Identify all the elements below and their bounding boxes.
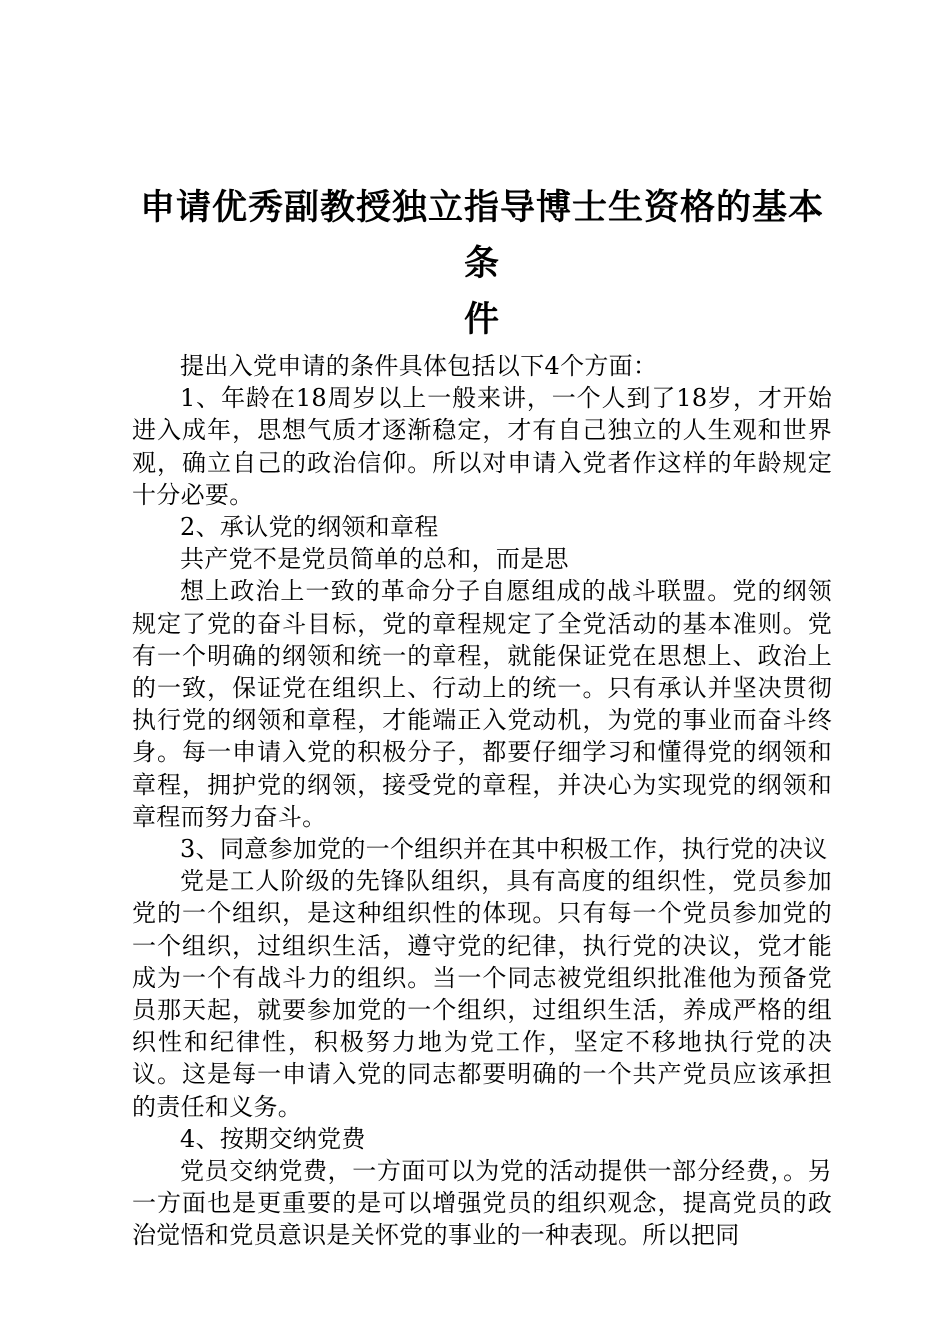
document-body [132, 350, 832, 1252]
paragraph-heading-2: 2、承认党的纲领和章程 [180, 513, 439, 542]
paragraph-item-2-part-1: 共产党不是党员简单的总和，而是思 [180, 545, 569, 574]
paragraph-item-3: 党是工人阶级的先锋队组织，具有高度的组织性，党员参加党的一个组织，是这种组织性的体现。只有每一个党员参加党的一个组织，过组织生活，遵守党的纪律，执行党的决议，党才能成为一个有战斗力的组织。当一个同志被党组织批准他为预备党员那天起，就要参加党的一个组织，过组织生活，养成严格的组织性和纪律性，积极努力地为党工作，坚定不移地执行党的决议。这是每一申请入党的同志都要明确的一个共产党员应该承担的责任和义务。 [132, 867, 832, 1121]
title-line-2: 件 [463, 300, 500, 340]
paragraph-intro: 提出入党申请的条件具体包括以下4个方面： [180, 352, 658, 380]
paragraph-heading-3: 3、同意参加党的一个组织并在其中积极工作，执行党的决议 [180, 835, 828, 864]
document-page [132, 180, 832, 1252]
paragraph-item-2-part-2: 想上政治上一致的革命分子自愿组成的战斗联盟。党的纲领规定了党的奋斗目标，党的章程规定了全党活动的基本准则。党有一个明确的纲领和统一的章程，就能保证党在思想上、政治上的一致，保证党在组织上、行动上的统一。只有承认并坚决贯彻执行党的纲领和章程，才能端正入党动机，为党的事业而奋斗终身。每一申请入党的积极分子，都要仔细学习和懂得党的纲领和章程，拥护党的纲领，接受党的章程，并决心为实现党的纲领和章程而努力奋斗。 [132, 577, 832, 831]
document-title [132, 180, 832, 348]
paragraph-item-4: 党员交纳党费，一方面可以为党的活动提供一部分经费，。另一方面也是更重要的是可以增强党员的组织观念，提高党员的政治觉悟和党员意识是关怀党的事业的一种表现。所以把同 [132, 1157, 832, 1250]
paragraph-item-1: 1、年龄在18周岁以上一般来讲，一个人到了18岁，才开始进入成年，思想气质才逐渐稳定，才有自己独立的人生观和世界观，确立自己的政治信仰。所以对申请入党者作这样的年龄规定十分必要。 [132, 384, 832, 509]
paragraph-heading-4: 4、按期交纳党费 [180, 1124, 366, 1153]
title-line-1: 申请优秀副教授独立指导博士生资格的基本条 [139, 188, 824, 284]
